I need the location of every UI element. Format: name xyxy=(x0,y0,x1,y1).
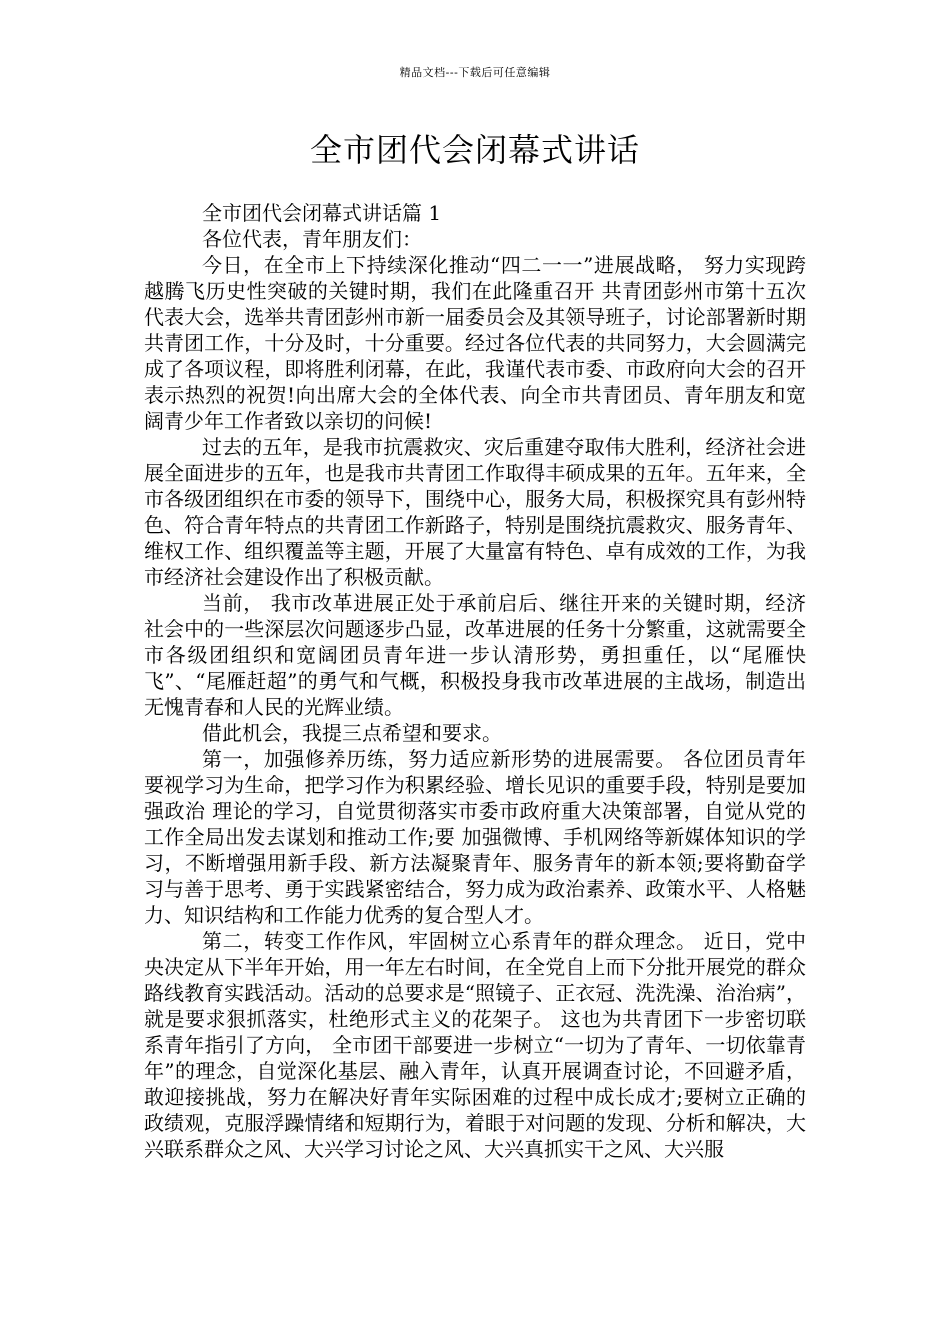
body-paragraph: 过去的五年，是我市抗震救灾、灾后重建夺取伟大胜利，经济社会进展全面进步的五年，也是我市共青团工作取得丰硕成果的五年。五年来，全市各级团组织在市委的领导下，围绕中心，服务大局，积极探究具有彭州特色、符合青年特点的共青团工作新路子，特别是围绕抗震救灾、服务青年、维权工作、组织覆盖等主题，开展了大量富有特色、卓有成效的工作，为我市经济社会建设作出了积极贡献。 xyxy=(144,435,806,589)
body-paragraph: 今日，在全市上下持续深化推动“四二一一”进展战略， 努力实现跨越腾飞历史性突破的关键时期，我们在此隆重召开 共青团彭州市第十五次代表大会，选举共青团彭州市新一届委员会及其领导班子，讨论部署新时期共青团工作，十分及时，十分重要。经过各位代表的共同努力，大会圆满完成了各项议程，即将胜利闭幕，在此，我谨代表市委、市政府向大会的召开表示热烈的祝贺!向出席大会的全体代表、向全市共青团员、青年朋友和宽阔青少年工作者致以亲切的问候! xyxy=(144,253,806,433)
page-header-note: 精品文档---下载后可任意编辑 xyxy=(399,66,551,79)
section-heading: 全市团代会闭幕式讲话篇 1 xyxy=(202,201,442,225)
salutation: 各位代表，青年朋友们： xyxy=(202,227,422,251)
body-paragraph: 第一，加强修养历练，努力适应新形势的进展需要。 各位团员青年要视学习为生命，把学习作为积累经验、增长见识的重要手段，特别是要加强政治 理论的学习，自觉贯彻落实市委市政府重大决策部署，自觉从党的工作全局出发去谋划和推动工作;要 加强微博、手机网络等新媒体知识的学习，不断增强用新手段、新方法凝聚青年、服务青年的新本领;要将勤奋学习与善于思考、勇于实践紧密结合，努力成为政治素养、政策水平、人格魅力、知识结构和工作能力优秀的复合型人才。 xyxy=(144,747,806,927)
document-body xyxy=(144,200,806,1162)
body-paragraph: 当前， 我市改革进展正处于承前启后、继往开来的关键时期，经济社会中的一些深层次问题逐步凸显，改革进展的任务十分繁重，这就需要全市各级团组织和宽阔团员青年进一步认清形势，勇担重任，以“尾雁快飞”、“尾雁赶超”的勇气和气概，积极投身我市改革进展的主战场，制造出无愧青春和人民的光辉业绩。 xyxy=(144,591,806,719)
document-title: 全市团代会闭幕式讲话 xyxy=(309,131,640,169)
body-paragraph: 借此机会，我提三点希望和要求。 xyxy=(202,721,502,745)
body-paragraph: 第二，转变工作作风，牢固树立心系青年的群众理念。 近日，党中央决定从下半年开始，用一年左右时间，在全党自上而下分批开展党的群众路线教育实践活动。活动的总要求是“照镜子、正衣冠、洗洗澡、治治病”，就是要求狠抓落实，杜绝形式主义的花架子。 这也为共青团下一步密切联系青年指引了方向， 全市团干部要进一步树立“一切为了青年、一切依靠青年”的理念，自觉深化基层、融入青年，认真开展调查讨论，不回避矛盾，敢迎接挑战，努力在解决好青年实际困难的过程中成长成才;要树立正确的政绩观，克服浮躁情绪和短期行为，着眼于对问题的发现、分析和解决，大兴联系群众之风、大兴学习讨论之风、大兴真抓实干之风、大兴服 xyxy=(144,929,806,1161)
